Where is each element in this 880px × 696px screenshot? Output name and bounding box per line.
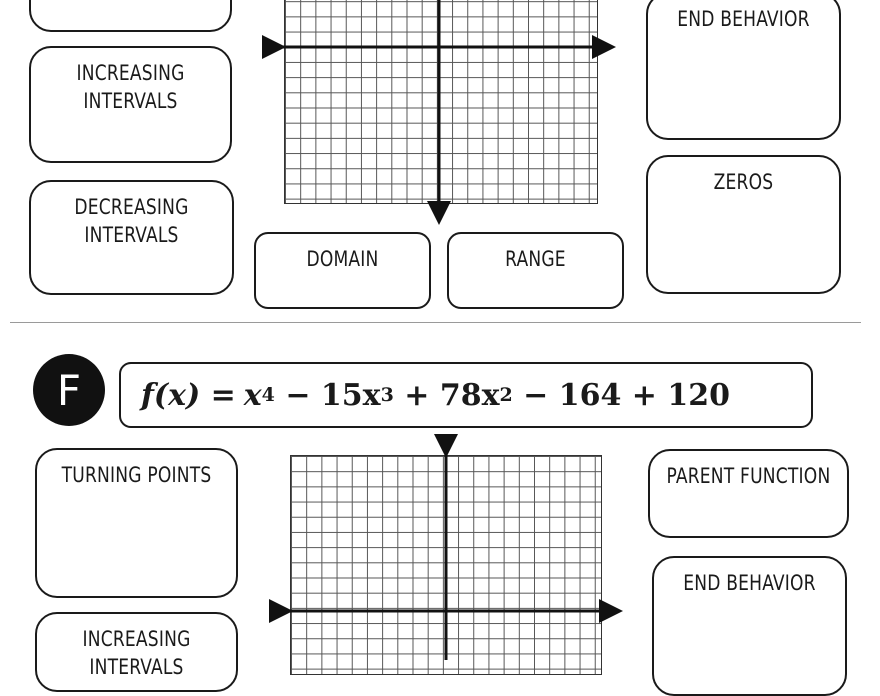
- range-label: RANGE: [505, 247, 566, 272]
- section-divider: [10, 322, 861, 323]
- parent-function-box[interactable]: [648, 449, 849, 538]
- formula-lhs: f(x) =: [141, 377, 236, 413]
- domain-label: DOMAIN: [306, 247, 379, 272]
- bottom-end-behavior-box[interactable]: [652, 556, 847, 696]
- zeros-label: ZEROS: [713, 170, 774, 195]
- problem-badge: F: [33, 354, 105, 426]
- zeros-box[interactable]: [646, 155, 841, 294]
- top-coordinate-grid[interactable]: [284, 0, 598, 204]
- top-partial-box: [29, 0, 232, 32]
- bottom-end-behavior-label: END BEHAVIOR: [683, 571, 816, 596]
- formula-term3-exp: 2: [499, 384, 513, 406]
- parent-function-label: PARENT FUNCTION: [666, 464, 831, 489]
- bottom-increasing-intervals-label: INCREASING INTERVALS: [82, 627, 191, 680]
- formula-term2: − 15x: [274, 377, 381, 413]
- increasing-intervals-label: INCREASING INTERVALS: [76, 61, 185, 114]
- bottom-coordinate-grid[interactable]: [290, 455, 602, 675]
- increasing-intervals-box[interactable]: [29, 46, 232, 163]
- formula-term2-exp: 3: [380, 384, 394, 406]
- turning-points-label: TURNING POINTS: [61, 463, 212, 488]
- function-formula: [119, 362, 813, 428]
- formula-term4: − 164 + 120: [512, 377, 730, 413]
- turning-points-box[interactable]: [35, 448, 238, 598]
- domain-box[interactable]: [254, 232, 431, 309]
- formula-term3: + 78x: [393, 377, 500, 413]
- top-end-behavior-box[interactable]: [646, 0, 841, 140]
- bottom-increasing-intervals-box[interactable]: [35, 612, 238, 692]
- formula-term1-base: x: [243, 377, 262, 413]
- decreasing-intervals-box[interactable]: [29, 180, 234, 295]
- range-box[interactable]: [447, 232, 624, 309]
- formula-term1-exp: 4: [261, 384, 275, 406]
- top-end-behavior-label: END BEHAVIOR: [677, 7, 810, 32]
- decreasing-intervals-label: DECREASING INTERVALS: [74, 195, 189, 248]
